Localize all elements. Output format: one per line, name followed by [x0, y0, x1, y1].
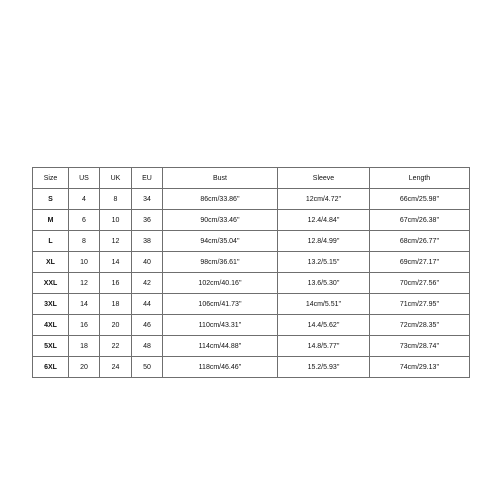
uk-cell: 22 — [100, 336, 132, 357]
uk-cell: 14 — [100, 252, 132, 273]
length-cell: 72cm/28.35'' — [370, 315, 470, 336]
uk-cell: 20 — [100, 315, 132, 336]
table-row — [33, 294, 470, 315]
us-cell: 8 — [69, 231, 100, 252]
sleeve-cell: 13.6/5.30'' — [278, 273, 370, 294]
table-row — [33, 315, 470, 336]
sleeve-cell: 14cm/5.51'' — [278, 294, 370, 315]
us-cell: 14 — [69, 294, 100, 315]
sleeve-cell: 12.4/4.84'' — [278, 210, 370, 231]
sleeve-cell: 12.8/4.99'' — [278, 231, 370, 252]
table-row — [33, 357, 470, 378]
sleeve-cell: 14.4/5.62'' — [278, 315, 370, 336]
size-cell: XL — [33, 252, 69, 273]
header-us: US — [69, 168, 100, 189]
size-cell: 5XL — [33, 336, 69, 357]
uk-cell: 16 — [100, 273, 132, 294]
eu-cell: 36 — [132, 210, 163, 231]
us-cell: 10 — [69, 252, 100, 273]
length-cell: 68cm/26.77'' — [370, 231, 470, 252]
us-cell: 18 — [69, 336, 100, 357]
table-row — [33, 189, 470, 210]
header-eu: EU — [132, 168, 163, 189]
size-cell: 6XL — [33, 357, 69, 378]
length-cell: 66cm/25.98'' — [370, 189, 470, 210]
length-cell: 71cm/27.95'' — [370, 294, 470, 315]
header-uk: UK — [100, 168, 132, 189]
uk-cell: 10 — [100, 210, 132, 231]
uk-cell: 24 — [100, 357, 132, 378]
sleeve-cell: 14.8/5.77'' — [278, 336, 370, 357]
size-cell: XXL — [33, 273, 69, 294]
eu-cell: 40 — [132, 252, 163, 273]
length-cell: 69cm/27.17'' — [370, 252, 470, 273]
header-bust: Bust — [163, 168, 278, 189]
eu-cell: 48 — [132, 336, 163, 357]
table-row — [33, 231, 470, 252]
bust-cell: 118cm/46.46'' — [163, 357, 278, 378]
uk-cell: 18 — [100, 294, 132, 315]
length-cell: 70cm/27.56'' — [370, 273, 470, 294]
header-length: Length — [370, 168, 470, 189]
size-cell: S — [33, 189, 69, 210]
bust-cell: 86cm/33.86'' — [163, 189, 278, 210]
bust-cell: 94cm/35.04'' — [163, 231, 278, 252]
sleeve-cell: 13.2/5.15'' — [278, 252, 370, 273]
us-cell: 4 — [69, 189, 100, 210]
size-cell: 3XL — [33, 294, 69, 315]
table-row — [33, 210, 470, 231]
sleeve-cell: 12cm/4.72'' — [278, 189, 370, 210]
eu-cell: 46 — [132, 315, 163, 336]
eu-cell: 44 — [132, 294, 163, 315]
eu-cell: 38 — [132, 231, 163, 252]
eu-cell: 50 — [132, 357, 163, 378]
length-cell: 67cm/26.38'' — [370, 210, 470, 231]
uk-cell: 8 — [100, 189, 132, 210]
table-row — [33, 273, 470, 294]
length-cell: 73cm/28.74'' — [370, 336, 470, 357]
size-cell: L — [33, 231, 69, 252]
eu-cell: 34 — [132, 189, 163, 210]
header-size: Size — [33, 168, 69, 189]
header-sleeve: Sleeve — [278, 168, 370, 189]
us-cell: 20 — [69, 357, 100, 378]
size-cell: 4XL — [33, 315, 69, 336]
sleeve-cell: 15.2/5.93'' — [278, 357, 370, 378]
table-row — [33, 336, 470, 357]
size-chart-table — [32, 167, 470, 378]
bust-cell: 106cm/41.73'' — [163, 294, 278, 315]
bust-cell: 98cm/36.61'' — [163, 252, 278, 273]
header-row — [33, 168, 470, 189]
eu-cell: 42 — [132, 273, 163, 294]
us-cell: 16 — [69, 315, 100, 336]
us-cell: 6 — [69, 210, 100, 231]
bust-cell: 90cm/33.46'' — [163, 210, 278, 231]
bust-cell: 110cm/43.31'' — [163, 315, 278, 336]
length-cell: 74cm/29.13'' — [370, 357, 470, 378]
bust-cell: 114cm/44.88'' — [163, 336, 278, 357]
bust-cell: 102cm/40.16'' — [163, 273, 278, 294]
uk-cell: 12 — [100, 231, 132, 252]
us-cell: 12 — [69, 273, 100, 294]
table-row — [33, 252, 470, 273]
size-cell: M — [33, 210, 69, 231]
